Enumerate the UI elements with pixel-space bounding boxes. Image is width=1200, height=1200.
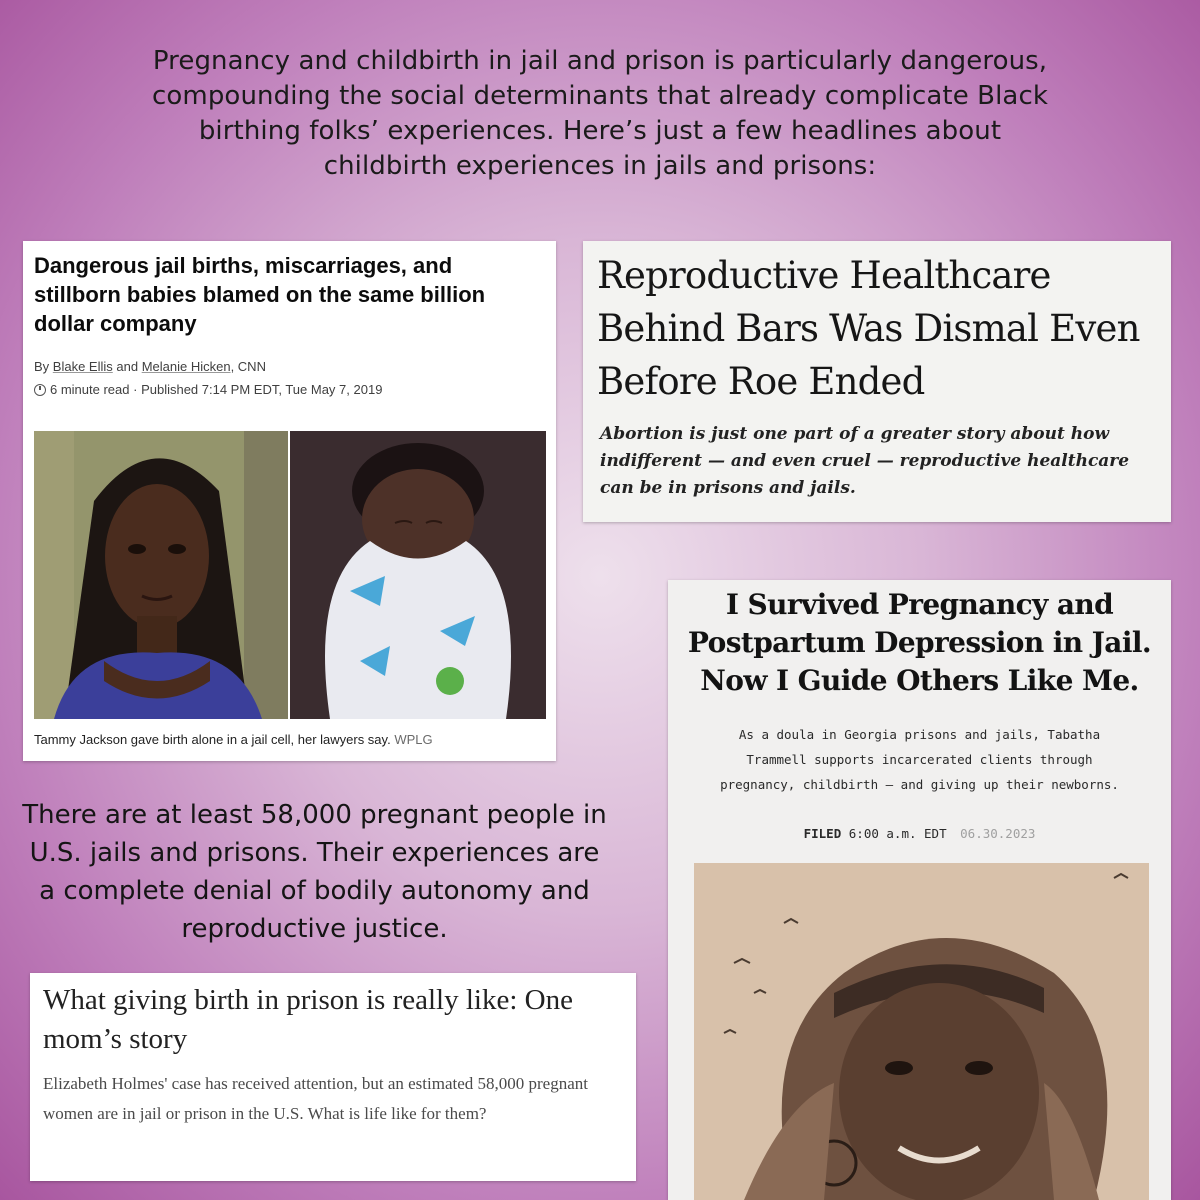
doula-headline[interactable]: I Survived Pregnancy and Postpartum Depression in Jail. Now I Guide Others Like Me.: [687, 588, 1152, 697]
cnn-meta: 6 minute read · Published 7:14 PM EDT, Tue May 7, 2019: [34, 382, 382, 397]
statistic-text: There are at least 58,000 pregnant people in U.S. jails and prisons. Their experiences are a complete denial of bodily autonomy and reproductive justice.: [22, 800, 607, 944]
photo-caption: [34, 732, 433, 747]
doula-filed-line: [668, 826, 1171, 841]
byline-prefix: By: [34, 359, 53, 374]
caption-source: WPLG: [394, 732, 433, 747]
author-link-melanie-hicken[interactable]: Melanie Hicken: [141, 359, 231, 374]
repro-headline[interactable]: Reproductive Healthcare Behind Bars Was Dismal Even Before Roe Ended: [597, 254, 1140, 403]
cnn-byline: [34, 359, 266, 374]
birth-article-card[interactable]: [30, 973, 636, 1181]
byline-outlet: , CNN: [230, 359, 266, 374]
byline-and: and: [112, 359, 142, 374]
woman-photo-illustration: [34, 431, 288, 719]
published-date: Published 7:14 PM EDT, Tue May 7, 2019: [141, 382, 383, 397]
repro-article-card[interactable]: [583, 241, 1171, 522]
clock-icon: [34, 384, 46, 396]
filed-time: 6:00 a.m. EDT: [848, 826, 947, 841]
doula-dek: As a doula in Georgia prisons and jails, Tabatha Trammell supports incarcerated clients through pregnancy, childbirth — and giving up their newborns.: [720, 727, 1119, 792]
filed-label: FILED: [803, 826, 842, 841]
intro-text: Pregnancy and childbirth in jail and prison is particularly dangerous, compounding the social determinants that already complicate Black birthing folks’ experiences. Here’s just a few headlines about childbirth experiences in jails and prisons:: [152, 46, 1048, 181]
birth-headline[interactable]: What giving birth in prison is really like: One mom’s story: [43, 984, 573, 1055]
baby-photo-illustration: [290, 431, 546, 719]
cnn-headline[interactable]: Dangerous jail births, miscarriages, and stillborn babies blamed on the same billion dollar company: [34, 253, 486, 336]
author-link-blake-ellis[interactable]: Blake Ellis: [52, 359, 113, 374]
read-time: 6 minute read: [50, 382, 130, 397]
baby-photo: [290, 431, 546, 719]
doula-portrait-illustration: [694, 863, 1149, 1200]
woman-photo: [34, 431, 288, 719]
portrait-sketch: [694, 863, 1149, 1200]
caption-text: Tammy Jackson gave birth alone in a jail cell, her lawyers say.: [34, 732, 391, 747]
cnn-article-card[interactable]: [23, 241, 556, 761]
birth-dek: Elizabeth Holmes' case has received attention, but an estimated 58,000 pregnant women are in jail or prison in the U.S. What is life like for them?: [43, 1074, 588, 1123]
doula-article-card[interactable]: [668, 580, 1171, 1200]
repro-dek: Abortion is just one part of a greater story about how indifferent — and even cruel — reproductive healthcare can be in prisons and jails.: [600, 424, 1130, 498]
filed-date: 06.30.2023: [960, 826, 1036, 841]
